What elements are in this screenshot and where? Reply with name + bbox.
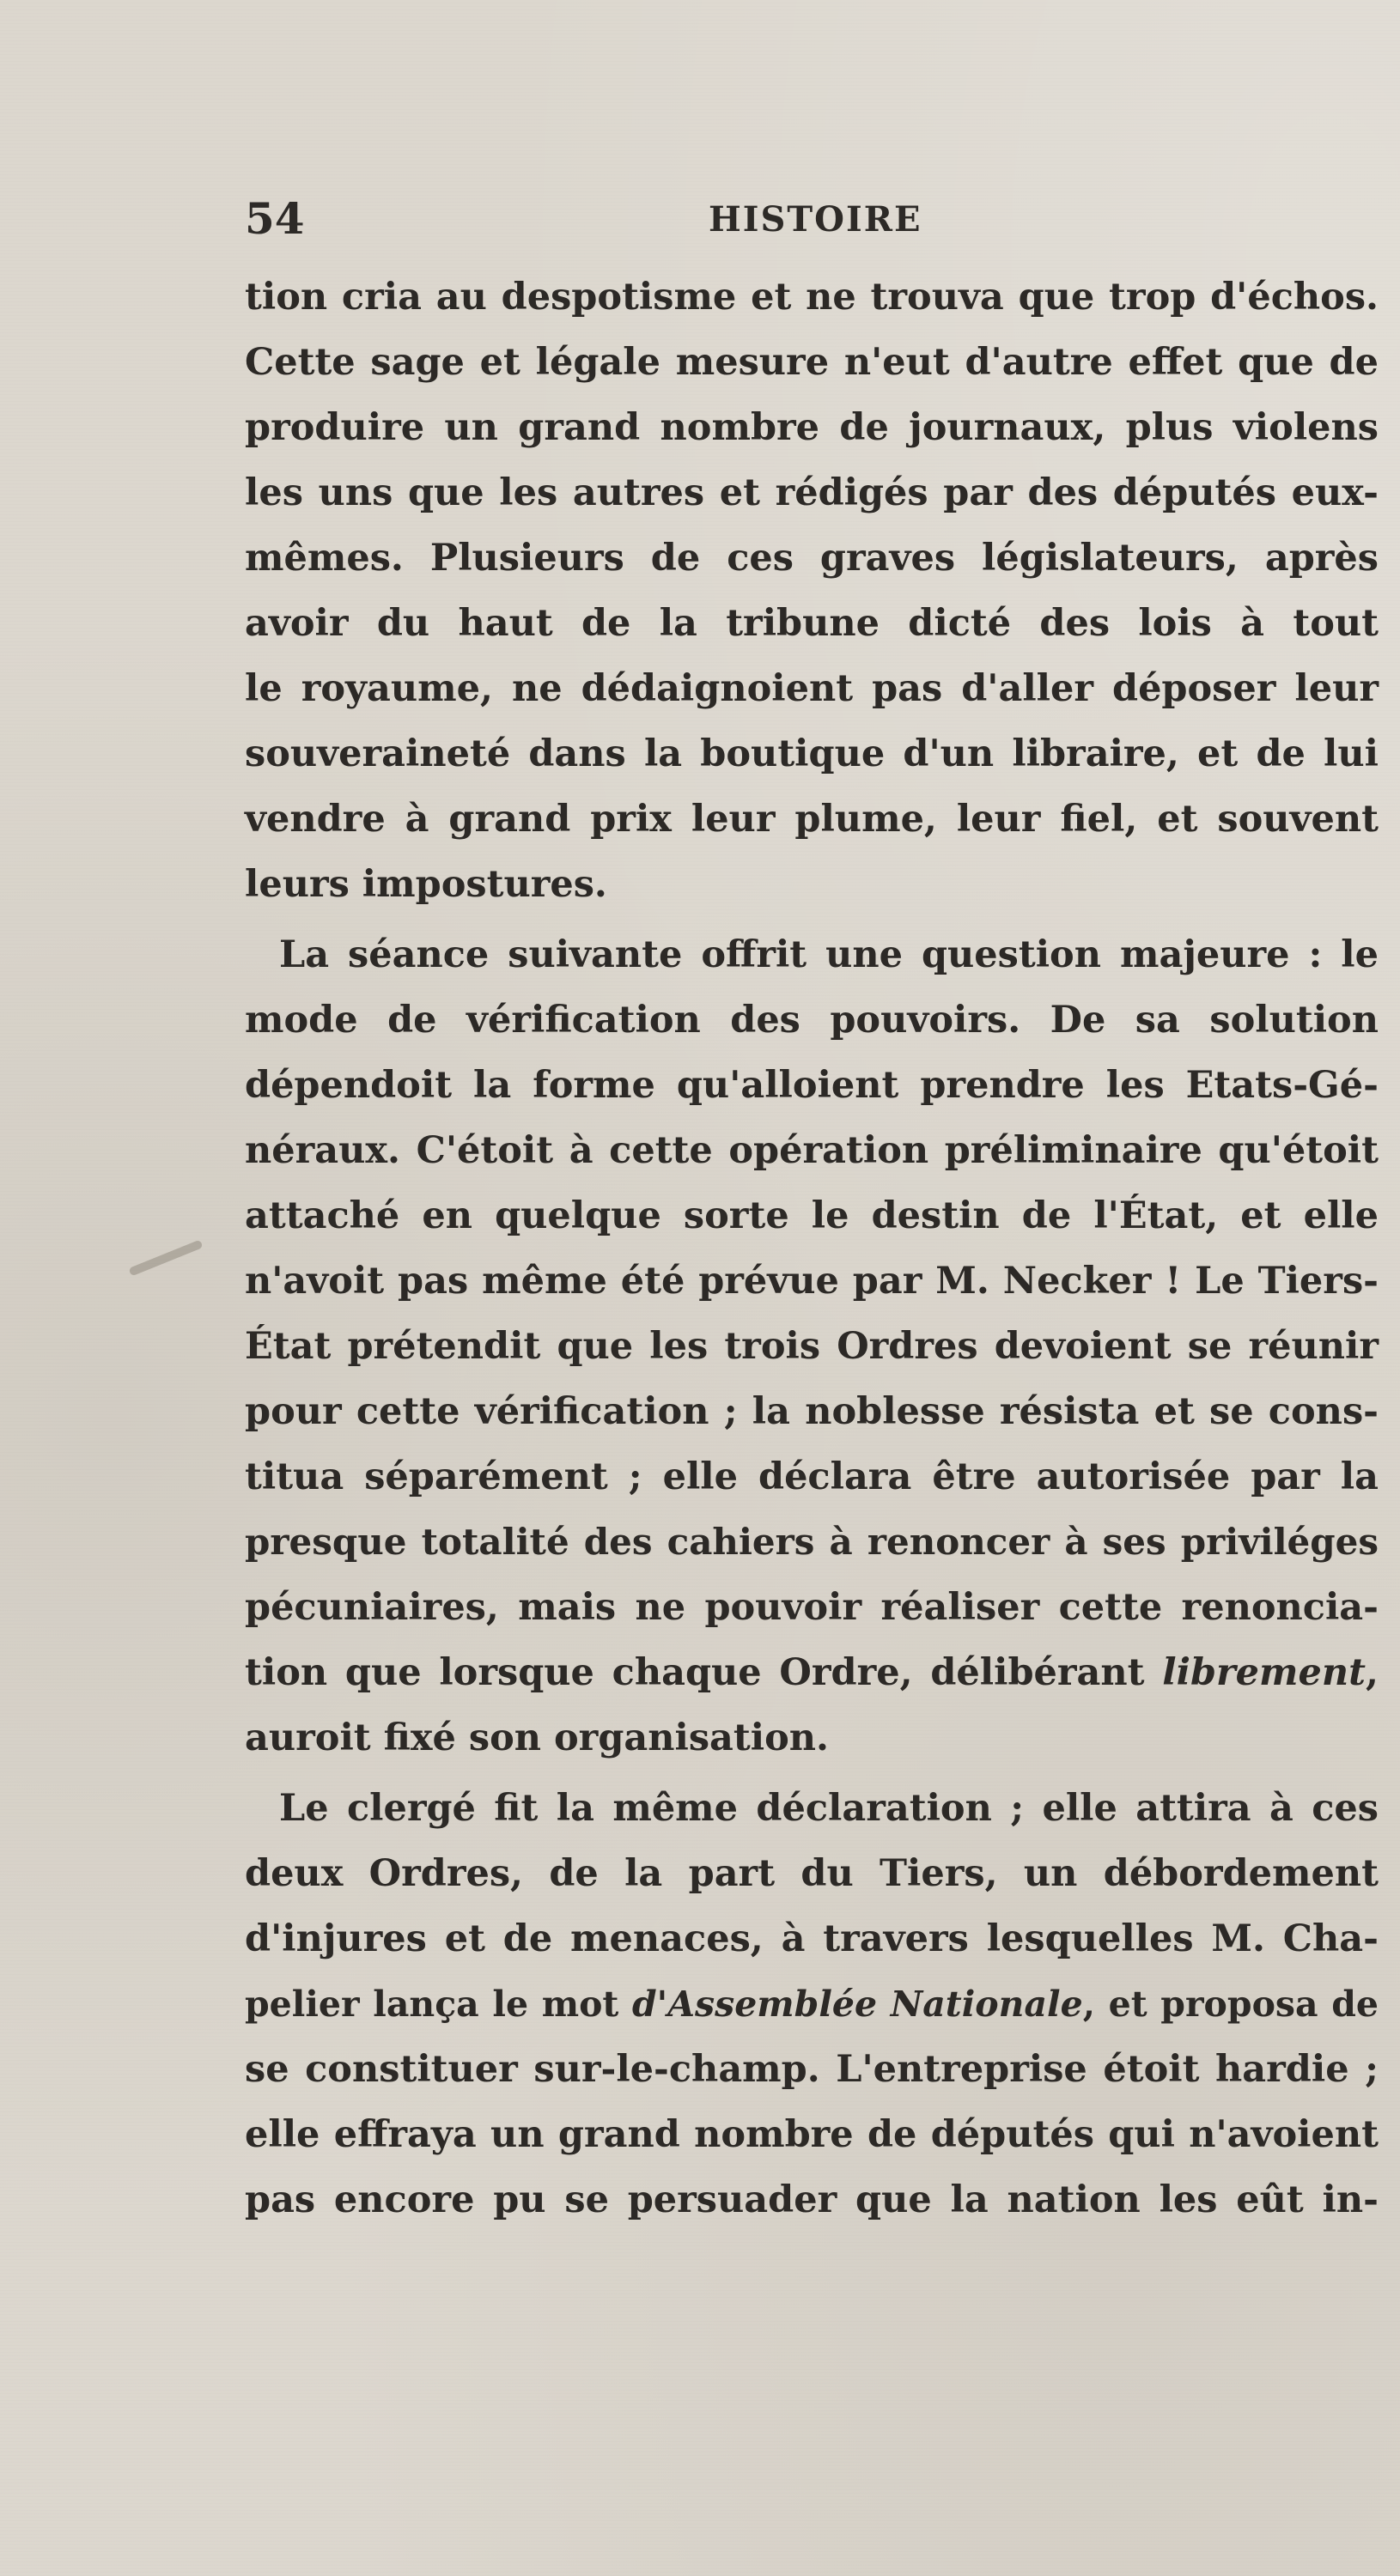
- text-line: titua séparément ; elle déclara être autorisée par la: [245, 1455, 1379, 1498]
- text-line: les uns que les autres et rédigés par des députés eux-: [245, 471, 1379, 514]
- text-segment: , et proposa de: [1082, 1984, 1379, 2025]
- text-line: Le clergé fit la même déclaration ; elle attira à ces: [279, 1787, 1379, 1830]
- text-line: presque totalité des cahiers à renoncer à ses priviléges: [245, 1521, 1379, 1563]
- text-line: La séance suivante offrit une question majeure : le: [279, 933, 1379, 976]
- text-line: elle effraya un grand nombre de députés qui n'avoient: [245, 2113, 1379, 2156]
- text-line: vendre à grand prix leur plume, leur fiel, et souvent: [245, 798, 1379, 841]
- text-line: mêmes. Plusieurs de ces graves législateurs, après: [245, 537, 1379, 580]
- text-line: attaché en quelque sorte le destin de l'État, et elle: [245, 1194, 1379, 1237]
- text-line: avoir du haut de la tribune dicté des lois à tout: [245, 602, 1379, 645]
- italic-word: librement: [1162, 1651, 1367, 1694]
- text-line: néraux. C'étoit à cette opération préliminaire qu'étoit: [245, 1129, 1379, 1172]
- italic-phrase: d'Assemblée Nationale: [632, 1984, 1083, 2025]
- text-line: Cette sage et légale mesure n'eut d'autre effet que de: [245, 341, 1379, 384]
- text-line: dépendoit la forme qu'alloient prendre les Etats-Gé-: [245, 1064, 1379, 1107]
- text-line: leurs impostures.: [245, 863, 607, 906]
- text-line: pour cette vérification ; la noblesse résista et se cons-: [245, 1390, 1379, 1433]
- text-line: pécuniaires, mais ne pouvoir réaliser cette renoncia-: [245, 1586, 1379, 1629]
- text-line: d'injures et de menaces, à travers lesquelles M. Cha-: [245, 1917, 1379, 1960]
- page-number: 54: [245, 193, 305, 244]
- text-segment: pelier lança le mot: [245, 1984, 619, 2025]
- body-text: [245, 264, 1379, 2233]
- running-head: HISTOIRE: [709, 199, 922, 240]
- text-line: deux Ordres, de la part du Tiers, un débordement: [245, 1852, 1379, 1895]
- text-line: État prétendit que les trois Ordres devoient se réunir: [245, 1325, 1379, 1368]
- text-line: tion cria au despotisme et ne trouva que trop d'échos.: [245, 276, 1379, 319]
- text-line-with-italic: [245, 1971, 1379, 2037]
- page-header: [245, 193, 1379, 245]
- text-line: auroit fixé son organisation.: [245, 1716, 830, 1759]
- text-line-with-italic: [245, 1640, 1379, 1705]
- paper-smudge: [128, 1240, 203, 1277]
- text-line: n'avoit pas même été prévue par M. Necker ! Le Tiers-: [245, 1260, 1379, 1303]
- text-line: pas encore pu se persuader que la nation les eût in-: [245, 2178, 1379, 2221]
- text-line: produire un grand nombre de journaux, plus violens: [245, 406, 1379, 449]
- text-segment: tion que lorsque chaque Ordre, délibérant: [245, 1651, 1145, 1694]
- text-segment: ,: [1366, 1651, 1379, 1694]
- text-line: le royaume, ne dédaignoient pas d'aller déposer leur: [245, 667, 1379, 710]
- text-line: mode de vérification des pouvoirs. De sa solution: [245, 999, 1379, 1042]
- text-line: souveraineté dans la boutique d'un libraire, et de lui: [245, 732, 1379, 775]
- text-line: se constituer sur-le-champ. L'entreprise étoit hardie ;: [245, 2048, 1379, 2091]
